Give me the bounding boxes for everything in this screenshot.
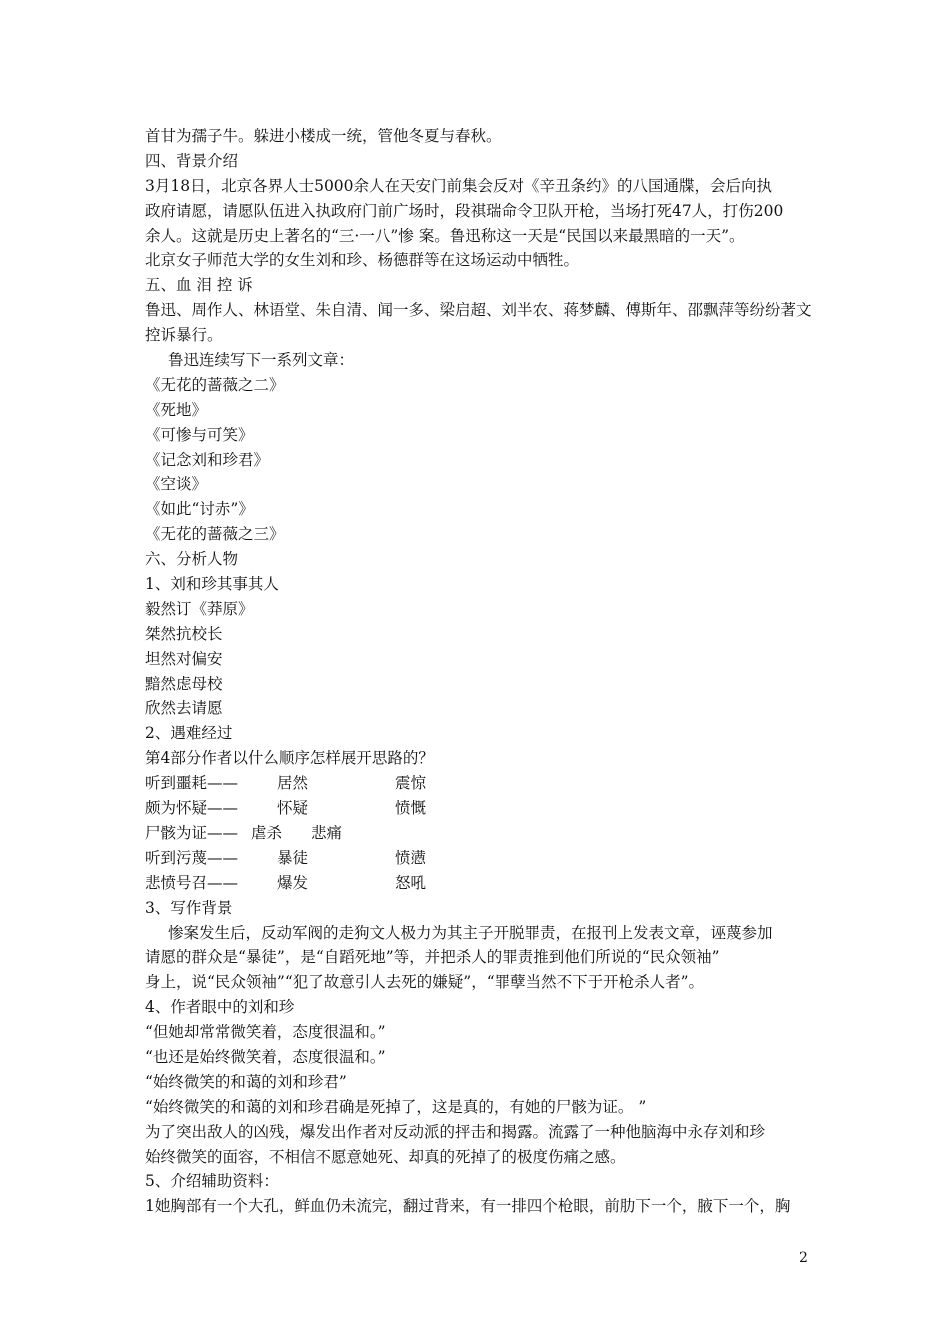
text-line: 政府请愿，请愿队伍进入执政府门前广场时，段祺瑞命令卫队开枪，当场打死47人，打伤200 <box>145 201 784 220</box>
text-line: 1她胸部有一个大孔，鲜血仍未流完，翻过背来，有一排四个枪眼，前肋下一个，腋下一个，胸 <box>145 1197 791 1216</box>
list-item: 毅然订《莽原》 <box>145 599 254 618</box>
text-line: 余人。这就是历史上著名的“三·一八”惨 案。鲁迅称这一天是“民国以来最黑暗的一天”。 <box>145 226 745 245</box>
article-title: 《无花的蔷薇之三》 <box>145 525 285 544</box>
quote-line: “始终微笑的和蔼的刘和珍君确是死掉了，这是真的，有她的尸骸为证。 ” <box>145 1097 647 1116</box>
document-body <box>145 124 813 1219</box>
sequence-event: 尸骸为证—— <box>145 823 239 842</box>
text-line: 身上，说“民众领袖”“犯了故意引人去死的嫌疑”，“罪孽当然不下于开枪杀人者”。 <box>145 973 705 992</box>
sequence-reaction: 居然 <box>277 774 309 793</box>
quote-line: “始终微笑的和蔼的刘和珍君” <box>145 1072 347 1091</box>
text-line: 第4部分作者以什么顺序怎样展开思路的？ <box>145 749 434 768</box>
text-line: 北京女子师范大学的女生刘和珍、杨德群等在这场运动中牺牲。 <box>145 251 580 270</box>
sequence-emotion: 悲痛 <box>311 823 343 842</box>
sequence-row <box>145 821 813 846</box>
text-line: 控诉暴行。 <box>145 326 223 345</box>
sequence-event: 颇为怀疑—— <box>145 799 239 818</box>
article-title: 《如此“讨赤”》 <box>145 500 254 519</box>
sequence-event: 悲愤号召—— <box>145 873 239 892</box>
list-item: 欣然去请愿 <box>145 699 223 718</box>
quote-line: “也还是始终微笑着，态度很温和。” <box>145 1047 386 1066</box>
sequence-row <box>145 846 813 871</box>
text-line: 鲁迅连续写下一系列文章： <box>168 351 355 370</box>
sequence-reaction: 爆发 <box>277 873 309 892</box>
text-line: 为了突出敌人的凶残，爆发出作者对反动派的抨击和揭露。流露了一种他脑海中永存刘和珍 <box>145 1122 766 1141</box>
sequence-emotion: 怒吼 <box>395 873 427 892</box>
sequence-row <box>145 796 813 821</box>
sequence-row <box>145 771 813 796</box>
sequence-reaction: 暴徒 <box>277 848 309 867</box>
section-heading: 六、分析人物 <box>145 550 239 569</box>
article-title: 《可惨与可笑》 <box>145 425 254 444</box>
list-item: 黯然虑母校 <box>145 674 223 693</box>
subheading: 4、作者眼中的刘和珍 <box>145 998 295 1017</box>
text-line: 首甘为孺子牛。躲进小楼成一统，管他冬夏与春秋。 <box>145 127 502 145</box>
sequence-event: 听到污蔑—— <box>145 848 239 867</box>
text-line: 惨案发生后，反动军阀的走狗文人极力为其主子开脱罪责，在报刊上发表文章，诬蔑参加 <box>168 923 773 942</box>
list-item: 坦然对偏安 <box>145 649 223 668</box>
article-title: 《空谈》 <box>145 475 208 494</box>
text-line: 始终微笑的面容，不相信不愿意她死、却真的死掉了的极度伤痛之感。 <box>145 1147 626 1166</box>
sequence-reaction: 虐杀 <box>251 823 283 842</box>
sequence-event: 听到噩耗—— <box>145 774 239 793</box>
section-heading: 五、血 泪 控 诉 <box>145 276 253 295</box>
sequence-emotion: 愤懑 <box>395 848 427 867</box>
article-title: 《记念刘和珍君》 <box>145 450 270 469</box>
subheading: 1、刘和珍其事其人 <box>145 575 279 594</box>
sequence-row <box>145 871 813 896</box>
subheading: 5、介绍辅助资料： <box>145 1172 279 1191</box>
article-title: 《死地》 <box>145 400 208 419</box>
subheading: 2、遇难经过 <box>145 724 233 743</box>
list-item: 桀然抗校长 <box>145 624 223 643</box>
sequence-emotion: 愤慨 <box>395 799 427 818</box>
quote-line: “但她却常常微笑着，态度很温和。” <box>145 1023 386 1042</box>
article-title: 《无花的蔷薇之二》 <box>145 375 285 394</box>
sequence-emotion: 震惊 <box>395 774 427 793</box>
section-heading: 四、背景介绍 <box>145 151 239 170</box>
text-line: 3月18日，北京各界人士5000余人在天安门前集会反对《辛丑条约》的八国通牒，会后向执 <box>145 176 773 195</box>
text-line: 请愿的群众是“暴徒”，是“自蹈死地”等，并把杀人的罪责推到他们所说的“民众领袖” <box>145 948 720 967</box>
subheading: 3、写作背景 <box>145 898 233 917</box>
page-number: 2 <box>799 1250 808 1266</box>
sequence-reaction: 怀疑 <box>277 799 309 818</box>
text-line: 鲁迅、周作人、林语堂、朱自清、闻一多、梁启超、刘半农、蒋梦麟、傅斯年、邵飘萍等纷纷著文 <box>145 301 812 320</box>
